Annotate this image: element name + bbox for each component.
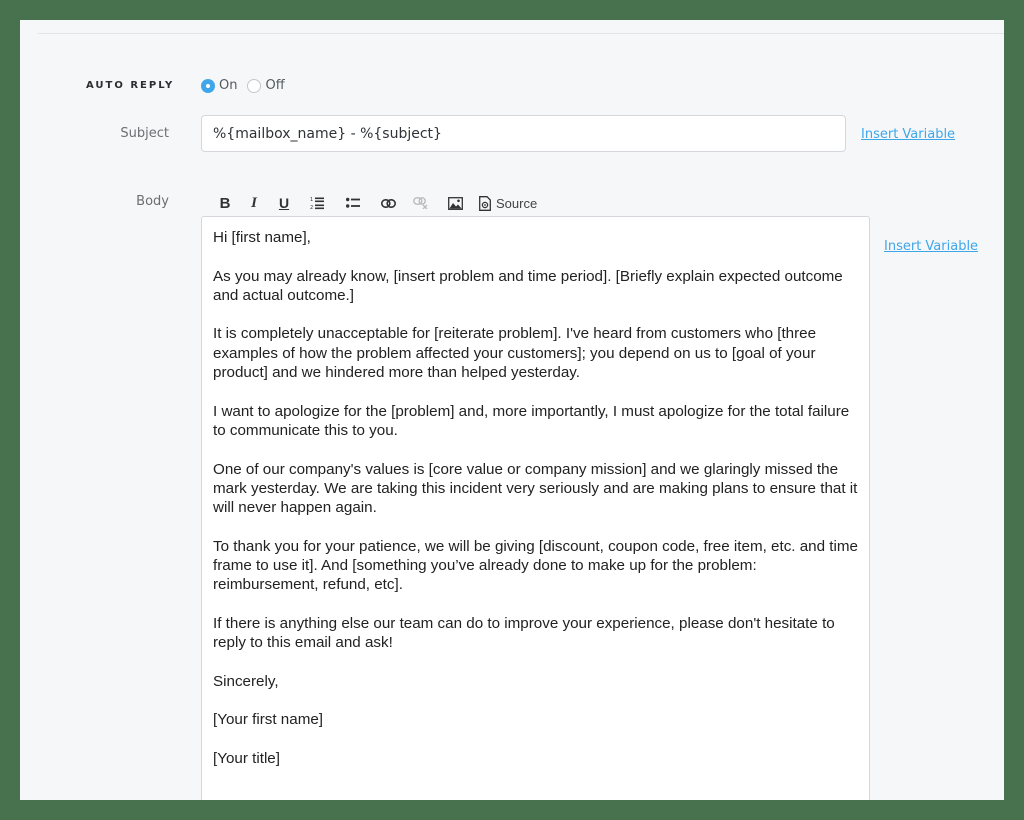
radio-checked-icon[interactable] [201, 79, 215, 93]
subject-input[interactable] [201, 115, 846, 152]
image-icon [448, 197, 463, 210]
svg-text:1: 1 [310, 197, 314, 203]
body-paragraph: As you may already know, [insert problem and time period]. [Briefly explain expected outcome and actual outcome.] [213, 267, 843, 304]
source-button[interactable] [475, 192, 537, 214]
link-icon [381, 199, 396, 208]
unlink-button[interactable] [405, 192, 435, 214]
auto-reply-radio-group [201, 78, 295, 93]
unlink-icon [413, 197, 428, 209]
body-paragraph: [Your first name] [213, 711, 324, 729]
editor-toolbar [211, 192, 537, 214]
body-paragraph: One of our company's values is [core value or company mission] and we glaringly missed the mark yesterday. We are taking this incident very seriously and are making plans to ensure that it will never happen again. [213, 460, 858, 517]
body-paragraph: It is completely unacceptable for [reiterate problem]. I've heard from customers who [three examples of how the problem affected your customers]; you depend on us to [goal of your product] and we hindered more than helped yesterday. [213, 325, 817, 382]
body-paragraph: To thank you for your patience, we will be giving [discount, coupon code, free item, etc. and time frame to use it]. And [something you’ve already done to make up for the problem: reimbursement, refund, etc]. [213, 537, 858, 594]
body-paragraph: I want to apologize for the [problem] and, more importantly, I must apologize for the total failure to communicate this to you. [213, 402, 850, 439]
svg-text:2: 2 [310, 205, 314, 210]
auto-reply-settings-panel [20, 20, 1004, 800]
body-rich-text-editor[interactable] [201, 216, 870, 800]
source-document-icon [479, 196, 491, 211]
body-paragraph: Sincerely, [213, 672, 279, 690]
body-paragraph: [Your title] [213, 750, 280, 768]
numbered-list-button[interactable] [299, 192, 335, 214]
bold-icon: B [219, 194, 231, 212]
source-label: Source [496, 195, 538, 211]
underline-button[interactable] [269, 192, 299, 214]
section-divider [38, 33, 1004, 34]
auto-reply-off-radio[interactable] [247, 78, 284, 93]
auto-reply-on-radio[interactable] [201, 78, 237, 93]
bold-button[interactable] [211, 192, 239, 214]
body-paragraph: Hi [first name], [213, 229, 311, 246]
radio-off-label: Off [265, 78, 285, 93]
italic-button[interactable] [239, 192, 269, 214]
body-label: Body [136, 194, 169, 209]
body-paragraph: If there is anything else our team can do to improve your experience, please don't hesitate to reply to this email and ask! [213, 614, 835, 652]
auto-reply-label: AUTO REPLY [86, 80, 175, 91]
link-button[interactable] [371, 192, 405, 214]
subject-insert-variable-link[interactable]: Insert Variable [861, 127, 956, 142]
underline-icon: U [278, 195, 290, 211]
numbered-list-icon [310, 196, 324, 210]
radio-unchecked-icon[interactable] [247, 79, 261, 93]
bullet-list-icon [346, 197, 360, 209]
image-button[interactable] [435, 192, 475, 214]
body-insert-variable-link[interactable]: Insert Variable [884, 239, 979, 254]
italic-icon: I [251, 194, 257, 211]
bullet-list-button[interactable] [335, 192, 371, 214]
radio-on-label: On [219, 78, 238, 93]
subject-label: Subject [120, 126, 169, 141]
